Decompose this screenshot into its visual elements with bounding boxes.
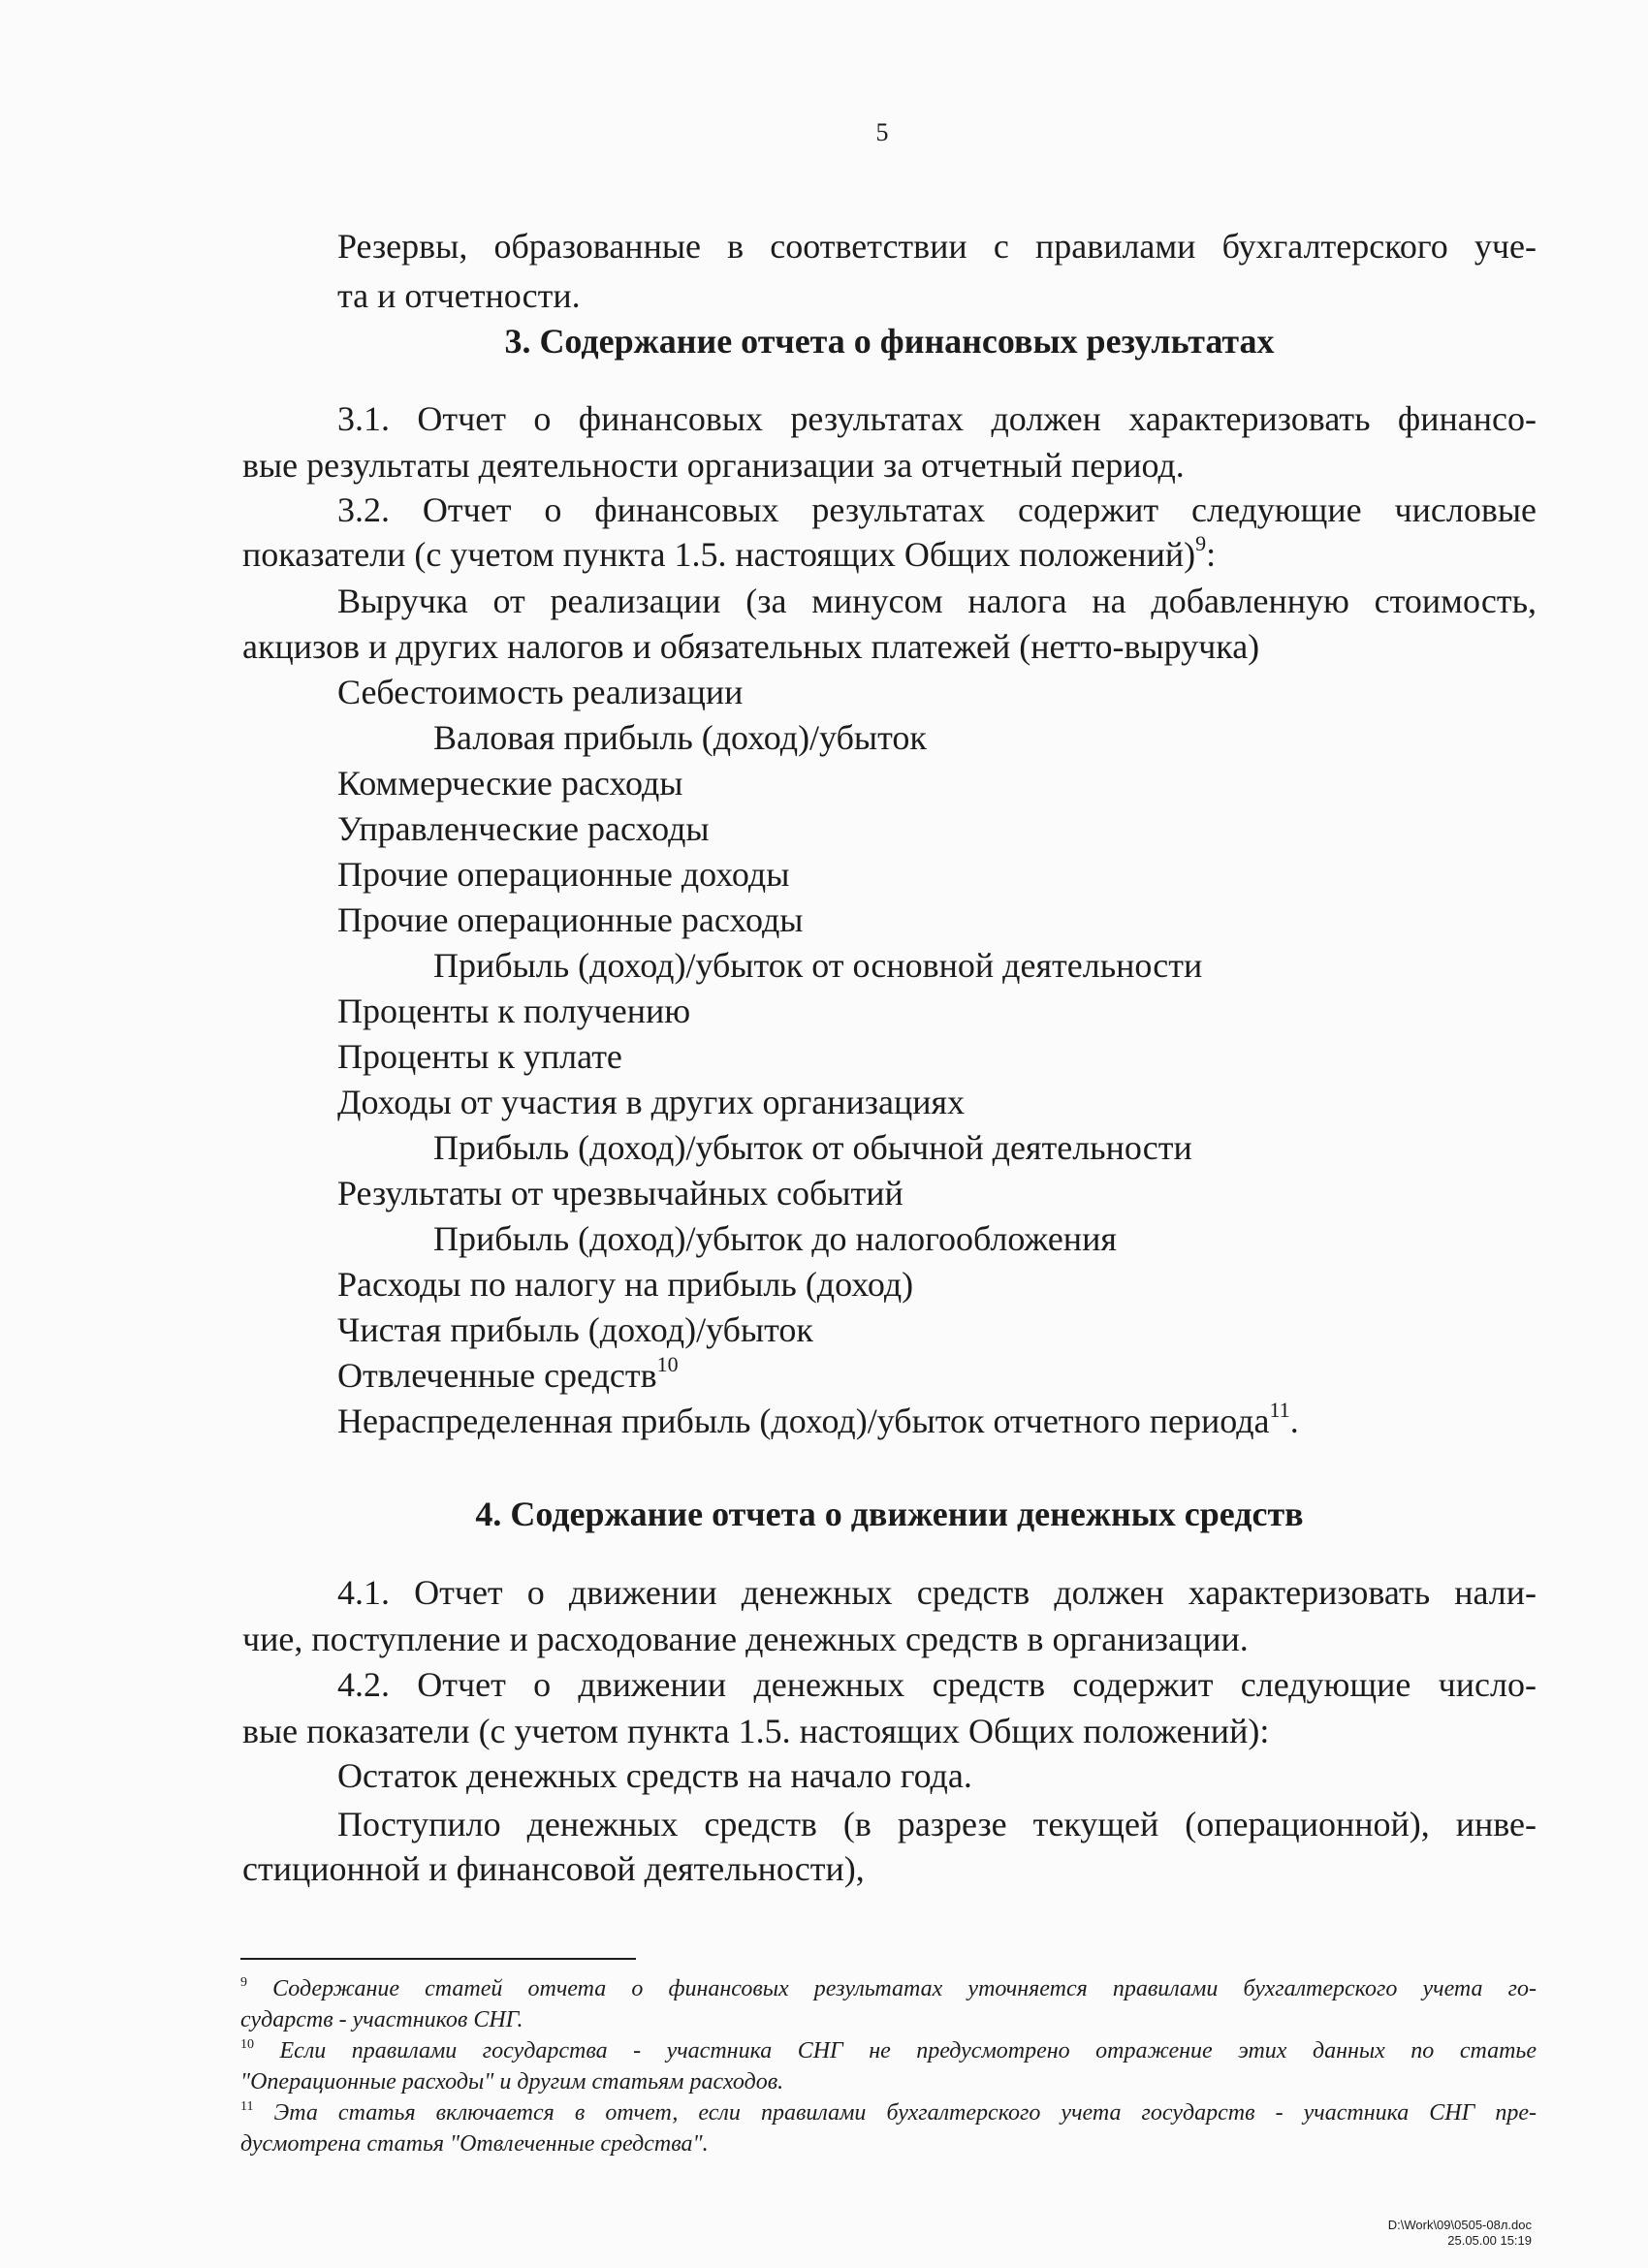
line-text: 3. Содержание отчета о финансовых результатах xyxy=(504,322,1275,361)
text-line xyxy=(242,989,1537,1033)
line-text: Доходы от участия в других организациях xyxy=(337,1083,966,1121)
line-text: Нераспределенная прибыль (доход)/убыток отчетного периода xyxy=(337,1402,1270,1440)
line-text: показатели (с учетом пункта 1.5. настоящих Общих положений) xyxy=(242,535,1196,574)
line-text: та и отчетности. xyxy=(337,276,581,315)
footnote-line xyxy=(240,1973,1537,2004)
line-text: вые результаты деятельности организации за отчетный период. xyxy=(242,446,1185,485)
line-text: Прибыль (доход)/убыток до налогообложения xyxy=(433,1219,1117,1258)
line-text: Результаты от чрезвычайных событий xyxy=(337,1174,903,1213)
footnote-number: 9 xyxy=(240,1975,247,1990)
text-line xyxy=(242,715,1537,760)
text-line xyxy=(242,852,1537,897)
footnote-text: "Операционные расходы" и другим статьям расходов. xyxy=(240,2069,784,2095)
line-text: чие, поступление и расходование денежных средств в организации. xyxy=(242,1620,1249,1658)
text-line xyxy=(242,1753,1537,1798)
text-line xyxy=(242,579,1537,623)
line-text: Остаток денежных средств на начало года. xyxy=(337,1756,972,1795)
line-text: 4.1. Отчет о движении денежных средств должен характеризовать нали- xyxy=(337,1573,1537,1612)
footnote-text: Содержание статей отчета о финансовых результатах уточняется правилами бухгалтерского учета го- xyxy=(247,1976,1537,2001)
footnote-line xyxy=(240,2128,1537,2159)
file-timestamp: 25.05.00 15:19 xyxy=(1447,2233,1532,2248)
section-heading xyxy=(242,1492,1537,1536)
text-line xyxy=(242,1846,1537,1891)
line-text: Выручка от реализации (за минусом налога на добавленную стоимость, xyxy=(337,582,1537,620)
page-number: 5 xyxy=(875,118,889,146)
text-line xyxy=(242,943,1537,988)
line-text: вые показатели (с учетом пункта 1.5. настоящих Общих положений): xyxy=(242,1712,1270,1750)
footnote-ref: 11 xyxy=(1269,1398,1290,1422)
file-path: D:\Work\09\0505-08л.doc xyxy=(1387,2218,1532,2232)
footnote-line xyxy=(240,2004,1537,2035)
line-text: Проценты к получению xyxy=(337,992,691,1030)
text-line xyxy=(242,806,1537,851)
footnote-text: дусмотрена статья "Отвлеченные средства". xyxy=(240,2131,709,2157)
text-line xyxy=(242,1262,1537,1307)
line-text: Чистая прибыль (доход)/убыток xyxy=(337,1310,813,1349)
text-line xyxy=(242,443,1537,488)
footnote-separator xyxy=(240,1958,636,1960)
line-text: Резервы, образованные в соответствии с правилами бухгалтерского уче- xyxy=(337,227,1537,266)
text-line xyxy=(242,532,1537,577)
footnote-line xyxy=(240,2066,1537,2097)
footnote-number: 10 xyxy=(240,2037,254,2052)
line-text: 3.2. Отчет о финансовых результатах содержит следующие числовые xyxy=(337,490,1537,529)
line-text: Проценты к уплате xyxy=(337,1037,622,1076)
text-line xyxy=(242,224,1537,268)
line-text: Валовая прибыль (доход)/убыток xyxy=(433,718,927,757)
text-line xyxy=(242,396,1537,441)
text-line xyxy=(242,1709,1537,1753)
footnote-line xyxy=(240,2035,1537,2066)
section-heading xyxy=(242,319,1537,363)
line-text: Управленческие расходы xyxy=(337,809,710,848)
footnote-ref: 9 xyxy=(1195,531,1207,555)
footnote-number: 11 xyxy=(240,2099,254,2114)
text-line xyxy=(242,898,1537,942)
line-text: 3.1. Отчет о финансовых результатах должен характеризовать финансо- xyxy=(337,399,1537,438)
footnote-text: Эта статья включается в отчет, если правилами бухгалтерского учета государств - участника СНГ пре- xyxy=(253,2100,1537,2126)
text-line xyxy=(242,761,1537,805)
line-text: акцизов и других налогов и обязательных платежей (нетто-выручка) xyxy=(242,627,1260,666)
line-text: стиционной и финансовой деятельности), xyxy=(242,1849,865,1888)
line-text: Поступило денежных средств (в разрезе текущей (операционной), инве- xyxy=(337,1805,1537,1843)
line-tail: . xyxy=(1289,1402,1299,1440)
text-line xyxy=(242,1034,1537,1079)
text-line xyxy=(242,1080,1537,1124)
line-text: Отвлеченные средств xyxy=(337,1356,657,1395)
file-info xyxy=(1388,2218,1532,2249)
line-text: Прибыль (доход)/убыток от обычной деятельности xyxy=(433,1128,1192,1167)
text-line xyxy=(242,488,1537,532)
line-text: 4. Содержание отчета о движении денежных средств xyxy=(475,1495,1304,1533)
line-text: 4.2. Отчет о движении денежных средств содержит следующие число- xyxy=(337,1665,1537,1704)
text-line xyxy=(242,1662,1537,1707)
text-line xyxy=(242,1570,1537,1615)
text-line xyxy=(242,1216,1537,1261)
line-tail: : xyxy=(1206,535,1217,574)
text-line xyxy=(242,624,1537,669)
line-text: Прочие операционные расходы xyxy=(337,900,804,939)
footnote-text: сударств - участников СНГ. xyxy=(240,2007,523,2032)
text-line xyxy=(242,1399,1537,1443)
line-text: Расходы по налогу на прибыль (доход) xyxy=(337,1265,914,1304)
text-line xyxy=(242,273,1537,318)
footnote-ref: 10 xyxy=(656,1352,679,1376)
text-line xyxy=(242,670,1537,714)
line-text: Себестоимость реализации xyxy=(337,673,744,711)
text-line xyxy=(242,1802,1537,1846)
text-line xyxy=(242,1171,1537,1215)
line-text: Коммерческие расходы xyxy=(337,764,683,803)
line-text: Прибыль (доход)/убыток от основной деятельности xyxy=(433,946,1203,985)
text-line xyxy=(242,1353,1537,1398)
footnote-text: Если правилами государства - участника СНГ не предусмотрено отражение этих данных по статье xyxy=(254,2038,1537,2063)
line-text: Прочие операционные доходы xyxy=(337,855,790,894)
text-line xyxy=(242,1617,1537,1661)
footnote-line xyxy=(240,2097,1537,2128)
text-line xyxy=(242,1125,1537,1170)
text-line xyxy=(242,1307,1537,1352)
